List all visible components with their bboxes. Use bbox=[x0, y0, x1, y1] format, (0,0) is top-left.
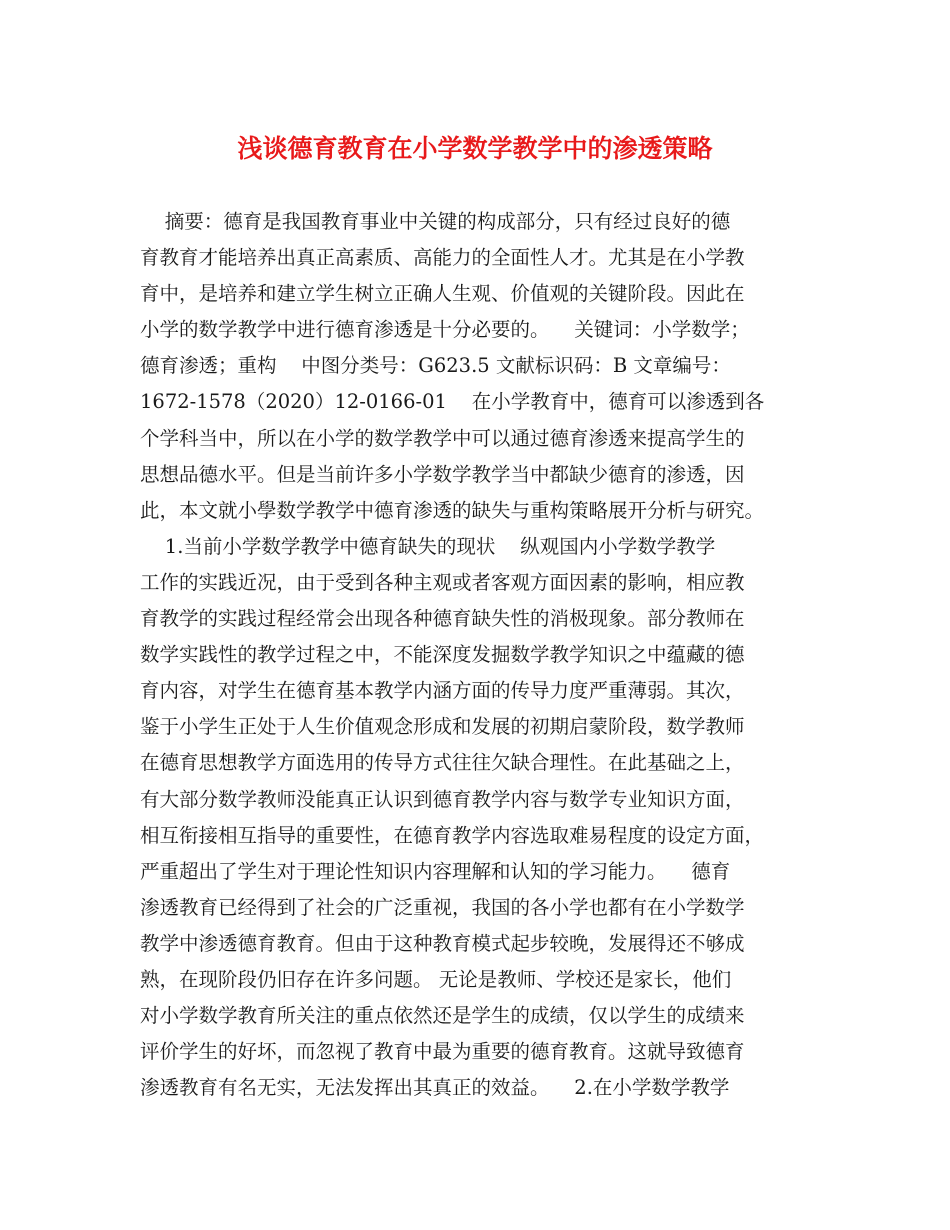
text-line: 1.当前小学数学教学中德育缺失的现状 纵观国内小学数学教学 bbox=[140, 534, 716, 558]
text-line: 育教学的实践过程经常会出现各种德育缺失性的消极现象。部分教师在 bbox=[140, 607, 745, 631]
text-line: 小学的数学教学中进行德育渗透是十分必要的。 关键词：小学数学； bbox=[140, 318, 750, 342]
text-line: 渗透教育有名无实，无法发挥出其真正的效益。 2.在小学数学教学 bbox=[140, 1076, 730, 1100]
text-line: 鉴于小学生正处于人生价值观念形成和发展的初期启蒙阶段，数学教师 bbox=[140, 715, 745, 739]
text-line: 教学中渗透德育教育。但由于这种教育模式起步较晚，发展得还不够成 bbox=[140, 931, 745, 955]
text-line: 此，本文就小學数学教学中德育渗透的缺失与重构策略展开分析与研究。 bbox=[140, 498, 765, 522]
text-line: 渗透教育已经得到了社会的广泛重视，我国的各小学也都有在小学数学 bbox=[140, 895, 745, 919]
text-line: 思想品德水平。但是当前许多小学数学教学当中都缺少德育的渗透，因 bbox=[140, 462, 745, 486]
text-line: 相互衔接相互指导的重要性，在德育教学内容选取难易程度的设定方面， bbox=[140, 823, 765, 847]
text-line: 摘要：德育是我国教育事业中关键的构成部分，只有经过良好的德 bbox=[140, 210, 731, 233]
text-line: 德育渗透；重构 中图分类号：G623.5 文献标识码：B 文章编号： bbox=[140, 354, 731, 378]
text-line: 评价学生的好坏，而忽视了教育中最为重要的德育教育。这就导致德育 bbox=[140, 1040, 745, 1064]
document-body bbox=[140, 204, 822, 1106]
text-line: 在德育思想教学方面选用的传导方式往往欠缺合理性。在此基础之上， bbox=[140, 751, 745, 775]
text-line: 育教育才能培养出真正高素质、高能力的全面性人才。尤其是在小学教 bbox=[140, 246, 745, 270]
text-line: 数学实践性的教学过程之中，不能深度发掘数学教学知识之中蕴藏的德 bbox=[140, 643, 745, 667]
document-title: 浅谈德育教育在小学数学教学中的渗透策略 bbox=[237, 134, 713, 163]
text-line: 对小学数学教育所关注的重点依然还是学生的成绩，仅以学生的成绩来 bbox=[140, 1004, 745, 1028]
text-line: 熟，在现阶段仍旧存在许多问题。 无论是教师、学校还是家长，他们 bbox=[140, 967, 732, 991]
text-line: 个学科当中，所以在小学的数学教学中可以通过德育渗透来提高学生的 bbox=[140, 426, 745, 450]
text-line: 严重超出了学生对于理论性知识内容理解和认知的学习能力。 德育 bbox=[140, 859, 731, 883]
text-line: 工作的实践近况，由于受到各种主观或者客观方面因素的影响，相应教 bbox=[140, 570, 745, 594]
text-line: 育内容，对学生在德育基本教学内涵方面的传导力度严重薄弱。其次， bbox=[140, 679, 745, 703]
text-line: 育中，是培养和建立学生树立正确人生观、价值观的关键阶段。因此在 bbox=[140, 282, 745, 306]
text-line: 有大部分数学教师没能真正认识到德育教学内容与数学专业知识方面， bbox=[140, 787, 745, 811]
text-line: 1672-1578（2020）12-0166-01 在小学教育中，德育可以渗透到各 bbox=[140, 390, 765, 414]
